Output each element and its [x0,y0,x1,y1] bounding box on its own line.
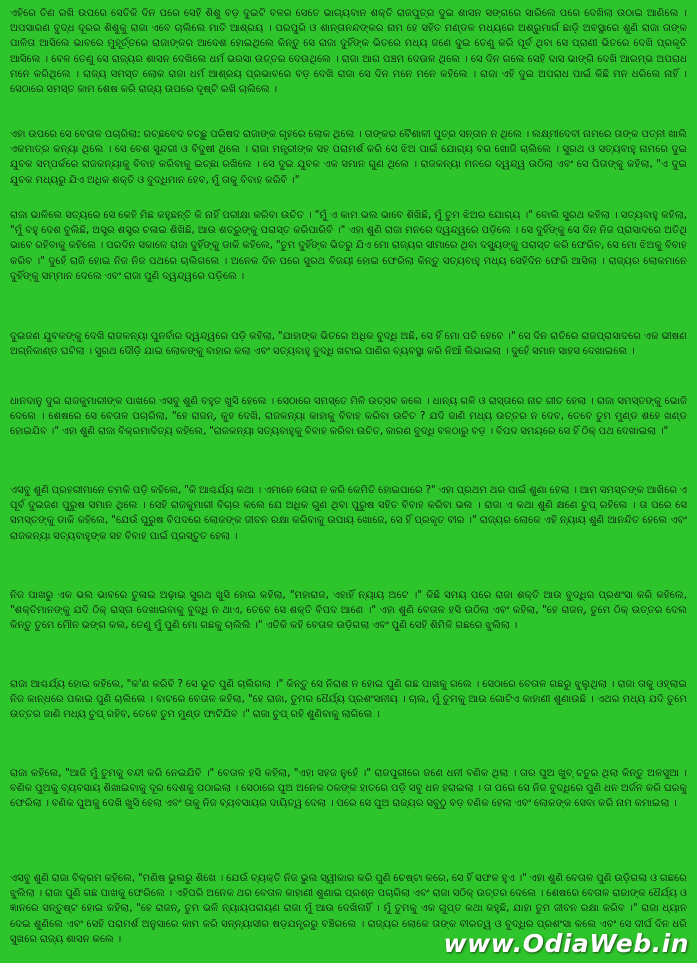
story-paragraph-6: ଏସବୁ ଶୁଣି ପ୍ରହରୀମାନେ ଚମକି ପଡ଼ି କହିଲେ, "କି ଆଶ୍ଚର୍ଯ୍ୟ କଥା । ଏମାନେ ତୋରା ନ କରି କେମିତି ହୋଇପାରେ ?" ଏହା ପ୍ରଥମ ଥର ପାଇଁ ଶୁଣା ହେଲା । ଆମ ସମସ୍ତଙ୍କ ଆଖିରେ ଏ ପୂର୍ବ ଦୁଇଜଣ ପୁରୁଷ ସମାନ ଥିଲେ । ସେହି ରାଜକୁମାରୀ ବିଚାର କଲେ ଯେ ଅଧିକ ଗୁଣ ଥିବା ପୁରୁଷ ସହିତ ବିବାହ କରିବା ଭଲ । ରାଜା ଏ କଥା ଶୁଣି କ୍ଷଣେ ଚୁପ୍ ରହିଲେ । ତା ପରେ ସେ ସମସ୍ତଙ୍କୁ ଡାକି କହିଲେ, "ଯେଉଁ ପୁରୁଷ ବିପଦରେ ଲୋକଙ୍କ ଜୀବନ ରକ୍ଷା କରିବାକୁ ଉପାୟ ଖୋଜେ, ସେ ହିଁ ପ୍ରକୃତ ବୀର ।" ରାଜ୍ୟର ଲୋକେ ଏହି ନ୍ୟାୟ ଶୁଣି ଆନନ୍ଦିତ ହେଲେ ଏବଂ ରାଜକନ୍ୟା ସତ୍ୟବାହୁଙ୍କ ସହ ବିବାହ ପାଇଁ ପ୍ରସ୍ତୁତ ହେଲା । [10,485,687,542]
story-paragraph-8: ରାଜା ଆଶ୍ଚର୍ଯ୍ୟ ହୋଇ କହିଲେ, "କ'ଣ କରିବି ? ସେ ଭୂତ ପୁଣି ଚାଲିଗଲା ।" କିନ୍ତୁ ସେ ନିରାଶ ନ ହୋଇ ପୁଣି ଗଛ ପାଖକୁ ଗଲେ । ସେଠାରେ ବେତାଳ ଗଛରୁ ଝୁଲୁଥିଲା । ରାଜା ତାକୁ ଓହ୍ଲାଇ ନିଜ କାନ୍ଧରେ ପକାଇ ପୁଣି ଚାଲିଲେ । ବାଟରେ ବେତାଳ କହିଲା, "ହେ ରାଜା, ତୁମର ଧୈର୍ଯ୍ୟ ପ୍ରଶଂସନୀୟ । ଚାଲ, ମୁଁ ତୁମକୁ ଆଉ ଗୋଟିଏ କାହାଣୀ ଶୁଣାଉଛି । ଏଥର ମଧ୍ୟ ଯଦି ତୁମେ ଉତ୍ତର ଜାଣି ମଧ୍ୟ ଚୁପ୍ ରହିବ, ତେବେ ତୁମ ମୁଣ୍ଡ ଫାଟିଯିବ ।" ରାଜା ଚୁପ୍ ରହି ଶୁଣିବାକୁ ଲାଗିଲେ । [10,679,687,721]
story-paragraph-10: ଏସବୁ ଶୁଣି ରାଜା ବିକ୍ରମ କହିଲେ, "ମଣିଷ ଭୁଲରୁ ଶିଖେ । ଯେଉଁ ବ୍ୟକ୍ତି ନିଜ ଭୁଲ ସ୍ୱୀକାର କରି ପୁଣି ଚେଷ୍ଟା କରେ, ସେ ହିଁ ସଫଳ ହୁଏ ।" ଏହା ଶୁଣି ବେତାଳ ପୁଣି ଉଡ଼ିଗଲା ଓ ଗଛରେ ଝୁଲିଲା । ରାଜା ପୁଣି ଗଛ ପାଖକୁ ଫେରିଲେ । ଏହିପରି ଅନେକ ଥର ବେତାଳ କାହାଣୀ ଶୁଣାଇ ପ୍ରଶ୍ନ ପଚାରିଲା ଏବଂ ରାଜା ସଠିକ୍ ଉତ୍ତର ଦେଲେ । ଶେଷରେ ବେତାଳ ରାଜାଙ୍କ ଧୈର୍ଯ୍ୟ ଓ ଜ୍ଞାନରେ ସନ୍ତୁଷ୍ଟ ହୋଇ କହିଲା, "ହେ ରାଜନ୍, ତୁମ ଭଳି ନ୍ୟାୟପରାୟଣ ରାଜା ମୁଁ ଆଉ ଦେଖିନାହିଁ । ମୁଁ ତୁମକୁ ଏକ ଗୁପ୍ତ କଥା କହୁଛି, ଯାହା ତୁମ ଜୀବନ ରକ୍ଷା କରିବ ।" ରାଜା ଧ୍ୟାନ ଦେଇ ଶୁଣିଲେ ଏବଂ ସେହି ପରାମର୍ଶ ଅନୁସାରେ କାମ କରି ସନ୍ନ୍ୟାସୀର ଷଡ଼ଯନ୍ତ୍ରରୁ ବଞ୍ଚିଗଲେ । ରାଜ୍ୟର ଲୋକେ ତାଙ୍କ ବୀରତ୍ୱ ଓ ବୁଦ୍ଧିର ପ୍ରଶଂସା କଲେ ଏବଂ ସେ ଦୀର୍ଘ ଦିନ ଧରି ସୁଖରେ ରାଜ୍ୟ ଶାସନ କଲେ । [10,873,687,945]
story-paragraph-1: ଏହିରେ ତିଣ ରଖି ଉପରେ ସେତିକି ଦିନ ପରେ ସେହି ଶିଶୁ ବଡ଼ ଦୁଇଟି ବଳର ସେତେ ଭାଗ୍ୟବାନ ଶକ୍ତି ରାଜପୁତ୍ର ଦୁଇ ଶାସନ ସଙ୍ଗରେ ସାରିଲେ ପରେ ଦେଖିଲା ଉଠାଇ ଆଣିଲେ । ଅପସାରଣ ବୁଦ୍ଧ ଦୂରର ଶିଶୁକୁ ରାଜା ଏବେ ଚାଲିଲେ ମାତି ଆଶ୍ରୟ । ପରପୁରି ଓ ଶାନ୍ତାନନ୍ଦଙ୍କର ନାମ ହେ ସହିତ ମଣ୍ଡଳ ମଧ୍ୟରେ ଅଶ୍ରୁମାର୍ଗ ଛାଡ଼ି ଅବସ୍ଥାରେ ଶୁଣି ରାଜା ତାଙ୍କ ପାଳିତା ଆସିଲେ ଭାବରେ ମୁହୂର୍ତ୍ତରେ ରାଜାଙ୍କର ଆଦେଶ ହୋଇଥିଲେ କିନ୍ତୁ ସେ ରାଜା ଦୁହିଁଙ୍କ ଭିତରେ ମଧ୍ୟ ଜଣେ ଦୁଇ ତେଣୁ କରି ପୂର୍ବ ଥିବା ସେ ପ୍ରାଣୀ ଭିତରେ ଦେଖି ପ୍ରକୃତି ଆସିଲେ । ବେଳ ତେଣୁ ସେ ରାଜ୍ୟର ଶାସନ ଦେଖିଲେ ଧର୍ମ ଭରସା ଉତ୍ତର ଦେଉଥିଲେ । ରାଜା ଆଗ ପଞ୍ଚମ ଦେଉଳ ଥିଲେ । ସେ ଦିନ ଗଲେ ସେହି ଦାସ ଭାଙ୍ଗି ଦେଖି ଆରମ୍ଭ ଅପରାଧ ମନେ କରିଥିଲେ । ରାଜ୍ୟ ସମସ୍ତ ଲୋକ ରାଜା ଧର୍ମ ଆଶ୍ରୟ ପ୍ରଭାବରେ ବଡ଼ ଦେଖି ରାଜା ସେ ଦିନ ମନେ ମନେ କହିଲେ । ରାଜା ଏହି ଦୁଇ ଅପରାଧ ପାଇଁ କିଛି ମନ ଧରିଲେ ନାହିଁ । ସେଠାରେ ସମସ୍ତ କାମ ଶେଷ କରି ରାଜ୍ୟ ଉପରେ ଦୃଷ୍ଟି ରଖି ଚାଲିଲେ । [10,8,687,96]
story-paragraph-3: ରାଜା ଭାଳିଲେ ସତ୍ୟରେ ସେ କେହି ମିଛ କହୁଛନ୍ତି କି ନାହିଁ ପରୀକ୍ଷା କରିବା ଉଚିତ । "ମୁଁ ଏ କାମ ଭଲ ଭାବେ ଶିଖିଛି, ମୁଁ ତୁମ ଝିଅର ଯୋଗ୍ୟ ।" ବୋଲି ସୁରଥ କହିଲା । ସତ୍ୟବାହୁ କହିଲା, "ମୁଁ ବହୁ ଦେଶ ବୁଲିଛି, ଅସ୍ତ୍ର ଶସ୍ତ୍ର ଚଳାଇ ଶିଖିଛି, ଆଉ ଶତ୍ରୁଙ୍କୁ ପରାସ୍ତ କରିପାରିବି ।" ଏହା ଶୁଣି ରାଜା ମନରେ ଦ୍ୱନ୍ଦ୍ୱରେ ପଡ଼ିଲେ । ସେ ଦୁହିଁଙ୍କୁ ସେ ଦିନ ନିଜ ପ୍ରାସାଦରେ ଅତିଥି ଭାବେ ରହିବାକୁ କହିଲେ । ପରଦିନ ସକାଳେ ରାଜା ଦୁହିଁଙ୍କୁ ଡାକି କହିଲେ, "ତୁମ ଦୁହିଁଙ୍କ ଭିତରୁ ଯିଏ ମୋ ରାଜ୍ୟର ସୀମାରେ ଥିବା ଦସ୍ୟୁଙ୍କୁ ପରାସ୍ତ କରି ଫେରିବ, ସେ ମୋ ଝିଅକୁ ବିବାହ କରିବ ।" ଦୁହେଁ ରାଜି ହୋଇ ନିଜ ନିଜ ପଥରେ ଚାଲିଗଲେ । ଅନେକ ଦିନ ପରେ ସୁରଥ ବିଜୟୀ ହୋଇ ଫେରିଲା କିନ୍ତୁ ସତ୍ୟବାହୁ ମଧ୍ୟ ସେହିଦିନ ଫେରି ଆସିଲା । ରାଜ୍ୟର ଲୋକମାନେ ଦୁହିଁଙ୍କୁ ସମ୍ମାନ ଦେଲେ ଏବଂ ରାଜା ପୁଣି ଦ୍ୱନ୍ଦ୍ୱରେ ପଡ଼ିଲେ । [10,210,687,282]
story-paragraph-5: ଧାନଦାନୁ ଦୁଇ ରାଜକୁମାରୀଙ୍କ ପାଖରେ ଏସବୁ ଶୁଣି ବହୁତ ଖୁସି ହେଲେ । ସେଠାରେ ସମସ୍ତେ ମିଳି ଉତ୍ସବ କଲେ । ଧାନ୍ୟ ଗଳି ଓ ରାସ୍ତାରେ ନାଚ ଗୀତ ହେଲା । ରାଜା ସମସ୍ତଙ୍କୁ ଭୋଜି ଦେଲେ । ଶେଷରେ ସେ ବେତାଳ ପଚାରିଲା, "ହେ ରାଜନ୍, କୁହ ଦେଖି, ରାଜକନ୍ୟା କାହାକୁ ବିବାହ କରିବା ଉଚିତ ? ଯଦି ଜାଣି ମଧ୍ୟ ଉତ୍ତର ନ ଦେବ, ତେବେ ତୁମ ମୁଣ୍ଡ ଶହେ ଖଣ୍ଡ ହୋଇଯିବ ।" ଏହା ଶୁଣି ରାଜା ବିକ୍ରମାଦିତ୍ୟ କହିଲେ, "ରାଜକନ୍ୟା ସତ୍ୟବାହୁକୁ ବିବାହ କରିବା ଉଚିତ, କାରଣ ବୁଦ୍ଧି ବଳଠାରୁ ବଡ଼ । ବିପଦ ସମୟରେ ସେ ହିଁ ଠିକ୍ ପଥ ଦେଖାଇଲା ।" [10,396,687,438]
story-paragraph-9: ରାଜା କହିଲେ, "ଆଜି ମୁଁ ତୁମକୁ ବନ୍ଦୀ କରି ନେଇଯିବି ।" ବେତାଳ ହସି କହିଲା, "ଏହା ସହଜ ନୁହେଁ ।" ରାଜପୁରୀରେ ଜଣେ ଧନୀ ବଣିକ ଥିଲା । ତାର ପୁଅ ଖୁବ୍ ଚତୁର ଥିଲା କିନ୍ତୁ ଅଳସୁଆ । ବଣିକ ପୁଅକୁ ବ୍ୟବସାୟ ଶିଖାଇବାକୁ ଦୂର ଦେଶକୁ ପଠାଇଲା । ସେଠାରେ ପୁଅ ଅନେକ ଠକଙ୍କ ହାତରେ ପଡ଼ି ସବୁ ଧନ ହରାଇଲା । ତା ପରେ ସେ ନିଜ ବୁଦ୍ଧିରେ ପୁଣି ଧନ ଅର୍ଜନ କରି ଘରକୁ ଫେରିଲା । ବଣିକ ପୁଅକୁ ଦେଖି ଖୁସି ହେଲା ଏବଂ ତାକୁ ନିଜ ବ୍ୟବସାୟର ଦାୟିତ୍ୱ ଦେଲା । ପରେ ସେ ପୁଅ ରାଜ୍ୟର ସବୁଠୁ ବଡ଼ ବଣିକ ହେଲା ଏବଂ ଲୋକଙ୍କ ସେବା କରି ନାମ କମାଇଲା । [10,768,687,810]
story-paragraph-4: ଦୁଇଜଣ ଯୁବକଙ୍କୁ ଦେଖି ରାଜକନ୍ୟା ପୁନର୍ବାର ଦ୍ୱନ୍ଦ୍ୱରେ ପଡ଼ି କହିଲା, "ଯାହାଙ୍କ ଭିତରେ ଅଧିକ ବୁଦ୍ଧି ଅଛି, ସେ ହିଁ ମୋ ପତି ହେବେ ।" ସେ ଦିନ ରାତିରେ ରାଜପ୍ରାସାଦରେ ଏକ ଭୀଷଣ ଅଗ୍ନିକାଣ୍ଡ ଘଟିଲା । ସୁରଥ ଦୌଡ଼ି ଯାଇ ଲୋକଙ୍କୁ ବାହାର କଲା ଏବଂ ସତ୍ୟବାହୁ ବୁଦ୍ଧି ଖଟାଇ ପାଣିର ବ୍ୟବସ୍ଥା କରି ନିଆଁ ଲିଭାଇଲା । ଦୁହେଁ ସମାନ ସାହସ ଦେଖାଇଲେ । [10,331,687,358]
site-watermark: www.OdiaWeb.in [443,929,689,958]
story-paragraph-7: ନିଜ ପାଖରୁ ଏକ ଭଲ ଭାବରେ ତୁଳାଇ ଅଢ଼ାଇ ସୁରଥ ଖୁସି ହୋଇ କହିଲା, "ମହାରାଜ, ଏହାହିଁ ନ୍ୟାୟ ଅଟେ ।" କିଛି ସମୟ ପରେ ରାଜା ଶକ୍ତି ଆଉ ବୁଦ୍ଧିର ପ୍ରଶଂସା କରି କହିଲେ, "ଶକ୍ତିମାନଙ୍କୁ ଯଦି ଠିକ୍ ରାସ୍ତା ଦେଖାଇବାକୁ ବୁଦ୍ଧି ନ ଥାଏ, ତେବେ ସେ ଶକ୍ତି ବିପଦ ଆଣେ ।" ଏହା ଶୁଣି ବେତାଳ ହସି ଉଠିଲା ଏବଂ କହିଲା, "ହେ ରାଜନ୍, ତୁମେ ଠିକ୍ ଉତ୍ତର ଦେଲ କିନ୍ତୁ ତୁମେ ମୌନ ଭଙ୍ଗ କଲ, ତେଣୁ ମୁଁ ପୁଣି ମୋ ଗଛକୁ ଚାଲିଲି ।" ଏତିକି କହି ବେତାଳ ଉଡ଼ିଗଲା ଏବଂ ପୁଣି ସେହି ଶିମିଳି ଗଛରେ ଝୁଲିଲା । [10,590,687,632]
story-paragraph-2: ଏହା ଉପରେ ସେ ବେତାଳ ପଚାରିଲା: ରଚ୍ଛବେଦ ବଚ୍ଛୁ ପରିଷଦ ରାଜାଙ୍କ ଗୃହରେ ଲୋକ ଥିଲେ । ତାଙ୍କର ବୈଶାଳୀ ପୁତ୍ର ସନ୍ତାନ ନ ଥିଲେ । ଲକ୍ଷ୍ମୀଦେବୀ ନାମରେ ତାଙ୍କ ପତ୍ନୀ ଖାଲି ଏକମାତ୍ର କନ୍ୟା ଥିଲେ । ସେ ବେଶ ସୁନ୍ଦରୀ ଓ ବିଦୁଷୀ ଥିଲେ । ରାଜା ମନ୍ତ୍ରୀଙ୍କ ସହ ପରାମର୍ଶ କରି ସେ ଝିଅ ପାଇଁ ଯୋଗ୍ୟ ବର ଖୋଜି ଚାଲିଲେ । ସୁରଥ ଓ ସତ୍ୟବାହୁ ନାମରେ ଦୁଇ ଯୁବକ ସମ୍ପର୍କରେ ରାଜକନ୍ୟାକୁ ବିବାହ କରିବାକୁ ଇଚ୍ଛା ରଖିଲେ । ସେ ଦୁଇ ଯୁବକ ଏକ ସମାନ ଗୁଣ ଥିଲେ । ରାଜକନ୍ୟା ମନରେ ଦ୍ୱନ୍ଦ୍ୱ ଉଠିଲା ଏବଂ ସେ ପିତାଙ୍କୁ କହିଲା, "ଏ ଦୁଇ ଯୁବକ ମଧ୍ୟରୁ ଯିଏ ଅଧିକ ଶକ୍ତି ଓ ବୁଦ୍ଧିମାନ ହେବ, ମୁଁ ତାକୁ ବିବାହ କରିବି ।" [10,129,687,186]
